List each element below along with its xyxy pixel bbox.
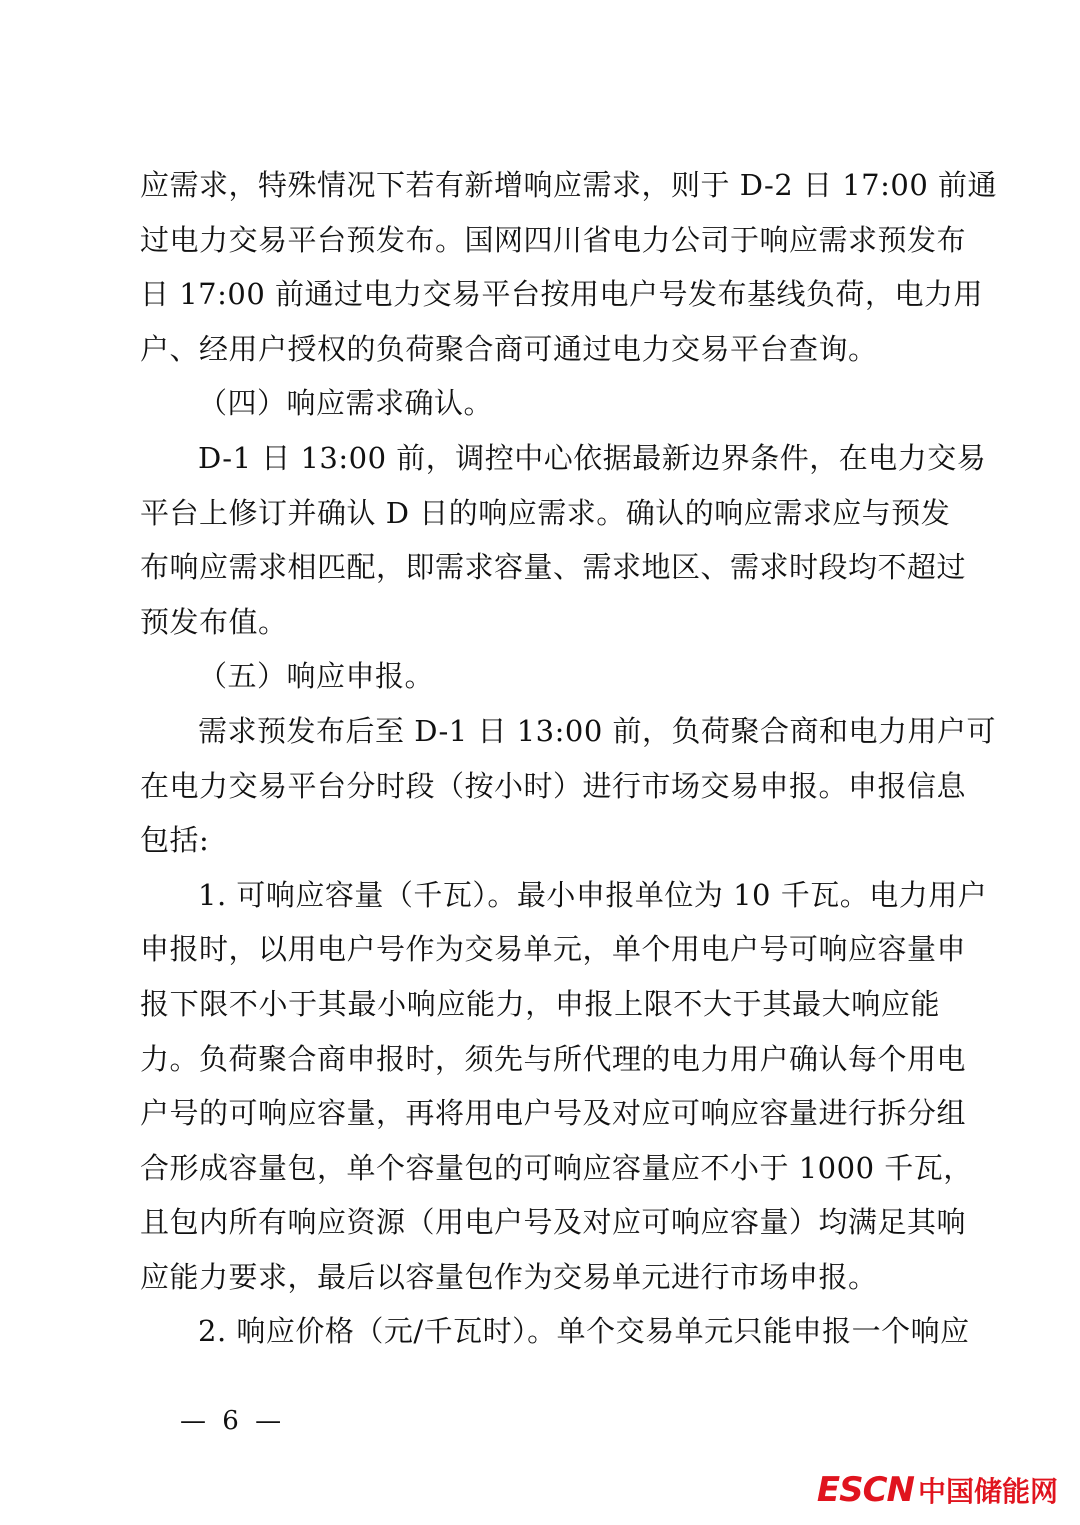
text-line: 合形成容量包，单个容量包的可响应容量应不小于 1000 千瓦，	[140, 1150, 973, 1185]
text-line: D-1 日 13:00 前，调控中心依据最新边界条件，在电力交易	[198, 440, 987, 475]
text-line: （四）响应需求确认。	[198, 386, 494, 421]
text-line: 预发布值。	[140, 604, 288, 639]
text-line: 报下限不小于其最小响应能力，申报上限不大于其最大响应能	[140, 986, 940, 1021]
watermark-brand: ESCN	[816, 1470, 914, 1510]
text-line: 户号的可响应容量，再将用电户号及对应可响应容量进行拆分组	[140, 1096, 967, 1131]
text-line: 户、经用户授权的负荷聚合商可通过电力交易平台查询。	[140, 331, 878, 366]
text-line: 应需求，特殊情况下若有新增响应需求，则于 D-2 日 17:00 前通	[140, 168, 997, 202]
text-line: 需求预发布后至 D-1 日 13:00 前，负荷聚合商和电力用户可	[198, 713, 996, 748]
watermark-name: 中国储能网	[917, 1475, 1058, 1508]
text-line: 日 17:00 前通过电力交易平台按用电户号发布基线负荷，电力用	[140, 277, 984, 312]
text-line: 且包内所有响应资源（用电户号及对应可响应容量）均满足其响	[140, 1205, 967, 1240]
watermark-logo	[817, 1468, 1058, 1512]
text-line: 力。负荷聚合商申报时，须先与所代理的电力用户确认每个用电	[140, 1041, 967, 1076]
text-line: 包括:	[140, 823, 210, 858]
text-line: 平台上修订并确认 D 日的响应需求。确认的响应需求应与预发	[140, 495, 951, 530]
text-line: 过电力交易平台预发布。国网四川省电力公司于响应需求预发布	[140, 222, 967, 257]
text-line: （五）响应申报。	[198, 659, 435, 694]
text-line: 申报时，以用电户号作为交易单元，单个用电户号可响应容量申	[140, 932, 967, 967]
text-line: 2. 响应价格（元/千瓦时）。单个交易单元只能申报一个响应	[198, 1314, 970, 1349]
document-body	[140, 158, 997, 1359]
text-line: 1. 可响应容量（千瓦）。最小申报单位为 10 千瓦。电力用户	[198, 877, 988, 912]
text-line: 在电力交易平台分时段（按小时）进行市场交易申报。申报信息	[140, 768, 967, 803]
page-number: — 6 —	[180, 1406, 286, 1436]
text-line: 布响应需求相匹配，即需求容量、需求地区、需求时段均不超过	[140, 550, 967, 585]
text-line: 应能力要求，最后以容量包作为交易单元进行市场申报。	[140, 1259, 878, 1294]
